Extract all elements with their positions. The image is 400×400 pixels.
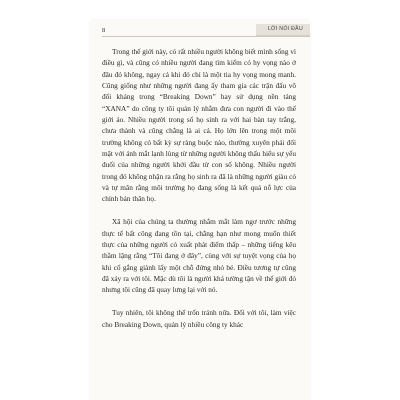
paragraph-3: Tuy nhiên, tôi không thể trốn tránh nữa. Đối với tôi, làm việc cho Breaking Down, quản lý nhiều công ty khác	[102, 308, 296, 329]
page-header	[90, 20, 310, 38]
page-number: 8	[102, 27, 106, 34]
running-title: LỜI NÓI ĐẦU	[267, 26, 303, 32]
paragraph-2: Xã hội của chúng ta thường nhắm mắt làm ngơ trước những thực tế bất công đang tồn tại, chẳng hạn như mong muốn thiết thực của những người có xuất phát điểm thấp – những tiếng kêu thầm lặng rằng “Tôi đang ở đây”, cùng với sự tuyệt vọng của họ khi cố gắng giành lấy một chỗ đứng nhỏ bé. Điều tương tự cũng đã xảy ra với tôi. Mặc dù tôi là người khá tường tận về thế giới đó nhưng tôi cũng đã quay lưng lại với nó.	[102, 217, 296, 295]
book-page	[90, 20, 310, 400]
paragraph-1: Trong thế giới này, có rất nhiều người không biết mình sống vì điều gì, và cũng có nhiều người đang tìm kiếm có hy vọng nào ở đâu đó không, ngay cả khi đó chỉ là một tia hy vọng mong manh. Cũng giống như những người đang ấy tham gia các trận đấu võ đối kháng trong “Breaking Down” hay sử dụng nền tảng “XANA” do công ty tôi quản lý nhằm đưa con người đi vào thế giới ảo. Nhiều người trong số họ sinh ra với hai bàn tay trắng, chưa thành và cũng chẳng là ai cả. Họ lớn lên trong một môi trường không có bất kỳ sự ràng buộc nào, thường xuyên phải đối mặt với ánh mắt lạnh lùng từ những người không thấu hiểu sự yếu đuối của những người khởi đầu từ con số không. Nhiều người trong đó không nhận ra rằng họ sinh ra đã là những người giàu có và tự mãn rằng môi trường họ đang sống là kết quả nỗ lực của chính bản thân họ.	[102, 47, 296, 204]
body-text	[102, 46, 296, 330]
header-divider	[102, 36, 310, 37]
